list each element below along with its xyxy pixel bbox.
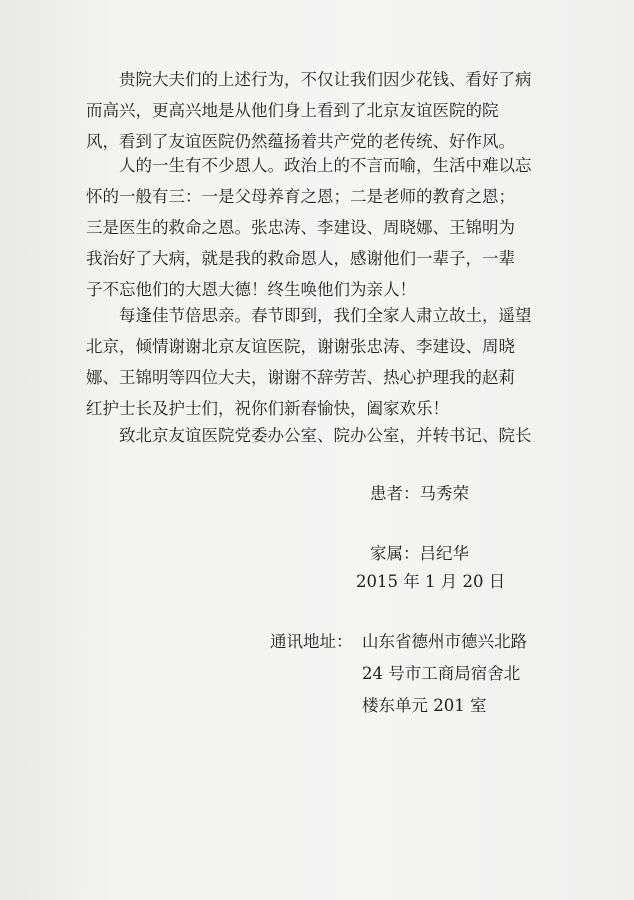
text-line: 子不忘他们的大恩大德！终生唤他们为亲人！ (86, 280, 416, 299)
paragraph-1 (86, 64, 546, 157)
text-line: 怀的一般有三：一是父母养育之恩；二是老师的教育之恩； (86, 187, 515, 206)
address-label: 通讯地址： (270, 632, 353, 651)
text-line: 红护士长及护士们，祝你们新春愉快，阖家欢乐！ (86, 399, 449, 418)
paragraph-3 (86, 300, 546, 424)
paragraph-2 (86, 150, 546, 305)
family-signature: 家属：吕纪华 (370, 544, 469, 563)
address-line: 楼东单元 201 室 (362, 696, 487, 715)
address-line: 24 号市工商局宿舍北 (362, 664, 521, 683)
text-line: 北京，倾情谢谢北京友谊医院，谢谢张忠涛、李建设、周晓 (86, 337, 515, 356)
text-line: 每逢佳节倍思亲。春节即到，我们全家人肃立故土，遥望 (119, 306, 532, 325)
address-line: 山东省德州市德兴北路 (362, 632, 527, 651)
text-line: 三是医生的救命之恩。张忠涛、李建设、周晓娜、王锦明为 (86, 218, 515, 237)
text-line: 人的一生有不少恩人。政治上的不言而喻，生活中难以忘 (119, 156, 532, 175)
paragraph-4 (86, 420, 546, 451)
text-line: 贵院大夫们的上述行为，不仅让我们因少花钱、看好了病 (119, 70, 532, 89)
text-line: 而高兴，更高兴地是从他们身上看到了北京友谊医院的院 (86, 101, 499, 120)
text-line: 致北京友谊医院党委办公室、院办公室，并转书记、院长 (119, 426, 532, 445)
text-line: 娜、王锦明等四位大夫，谢谢不辞劳苦、热心护理我的赵莉 (86, 368, 515, 387)
text-line: 我治好了大病，就是我的救命恩人，感谢他们一辈子，一辈 (86, 249, 515, 268)
patient-signature: 患者：马秀荣 (370, 484, 469, 503)
letter-date: 2015 年 1 月 20 日 (356, 572, 506, 591)
text-line: 风，看到了友谊医院仍然蕴扬着共产党的老传统、好作风。 (86, 132, 515, 151)
